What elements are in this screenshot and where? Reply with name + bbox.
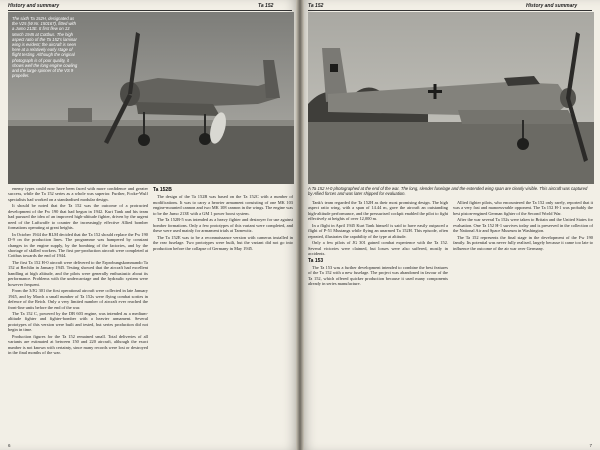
- body-paragraph: Only a few pilots of JG 301 gained combat experience with the Ta 152. Several victories were claimed, but losses were also suffered, mostly in accidents.: [308, 240, 448, 257]
- right-photo-caption: A Ta 152 H-0 photographed at the end of the war. The long, slender fuselage and the extended wing span are clearly visible. This aircraft was captured by Allied forces and was later shipped for evaluation.: [308, 186, 588, 197]
- page-number: 6: [8, 443, 11, 448]
- body-paragraph: The Ta 152 C, powered by the DB 603 engine, was intended as a medium-altitude fighter and fighter-bomber with a heavier armament. Several prototypes of this version were built and tested, but series production did not begin in time.: [8, 310, 148, 333]
- body-paragraph: Production figures for the Ta 152 remained small. Total deliveries of all variants are estimated at between 150 and 220 aircraft, although the exact number is not known with certainty, since many records were lost or destroyed in the final months of the war.: [8, 333, 148, 356]
- section-paragraph: The Ta 152B-5 was intended as a heavy fighter and destroyer for use against bomber formations. Only a few prototypes of this variant were completed, and these were used mainly for armament trials at Tarnewitz.: [153, 217, 293, 234]
- right-column-2: [453, 200, 593, 442]
- intro-paragraph: enemy types could now have been faced with more confidence and greater success, while the Ta 152 series as a whole was superior. Further, Focke-Wulf specialists had worked on a standardised modular design.: [8, 186, 148, 202]
- body-paragraph: From the 3/JG 301 the first operational aircraft were collected in late January 1945, and by March a small number of Ta 152s were flying combat sorties in defence of the Reich. Only a very limited number of aircraft ever reached the front-line units before the end of the war.: [8, 288, 148, 310]
- book-gutter: [296, 0, 304, 450]
- body-paragraph: The first Ta 152 H-0 aircraft were delivered to the Erprobungskommando Ta 152 at Rechlin in January 1945. Testing showed that the aircraft had excellent handling at high altitude, and the pilots were generally enthusiastic about its performance. Problems with the undercarriage and the hydraulic system were however frequent.: [8, 259, 148, 287]
- running-head-right: Ta 152: [258, 3, 274, 9]
- header-rule: [308, 10, 592, 11]
- body-paragraph: Allied fighter pilots, who encountered the Ta 152 only rarely, reported that it was a very fast and manoeuvrable opponent. The Ta 152 H-1 was probably the best piston-engined German fighter of the Second World War.: [453, 200, 593, 216]
- left-column-2: [153, 186, 293, 442]
- section-heading: Ta 153: [308, 257, 324, 264]
- section-paragraph: The Ta 152E was to be a reconnaissance version with cameras installed in the rear fuselage. Two prototypes were built, but the variant did not go into production before the collapse of Germany in May 1945.: [153, 234, 293, 251]
- left-column-1: [8, 186, 148, 442]
- running-head-left: History and summary: [8, 3, 60, 9]
- running-head-right: History and summary: [526, 3, 578, 9]
- page-number: 7: [589, 443, 592, 448]
- right-column-1: [308, 200, 448, 442]
- left-photo-caption: The sixth Ta 152H, designated as the V25 (W.Nr. 150167), fitted with a Jumo 213E. It first flew on 13 March 1945 at Cottbus. The high aspect ratio of the Ta 152's laminar wing is evident; the aircraft is seen here at a relatively early stage of flight testing. Although the original photograph is of poor quality, it shows well the long engine cowling and the large spinner of the VS 9 propeller.: [12, 16, 78, 79]
- right-photo: [308, 12, 594, 184]
- body-paragraph: Tank's team regarded the Ta 152H as their most promising design. The high aspect ratio wing, with a span of 14.44 m, gave the aircraft an outstanding high-altitude performance, and the pressurised cockpit enabled the pilot to fight effectively at heights of over 12,000 m.: [308, 200, 448, 222]
- body-paragraph: In a flight in April 1945 Kurt Tank himself is said to have easily outpaced a flight of P-51 Mustangs while flying an unarmed Ta 152H. This episode, often repeated, illustrates the capability of the type at altitude.: [308, 222, 448, 239]
- section-paragraph: The design of the Ta 152B was based on the Ta 152C with a number of modifications. It was to carry a heavier armament consisting of one MK 103 engine-mounted cannon and two MK 108 cannon in the wings. The engine was to be the Jumo 213E with a GM 1 power boost system.: [153, 194, 293, 216]
- body-paragraph: In October 1944 the RLM decided that the Ta 152 should replace the Fw 190 D-9 on the production lines. The programme was hampered by constant changes in the engine supply, by the bombing of the factories, and by the shortage of skilled workers. The first pre-production aircraft were completed at Cottbus towards the end of 1944.: [8, 231, 148, 259]
- running-head-left: Ta 152: [308, 3, 324, 9]
- right-page: [300, 0, 600, 450]
- section-heading: Ta 152B: [153, 187, 172, 193]
- header-rule: [8, 10, 292, 11]
- body-paragraph: The Ta 152 represents the final stage in the development of the Fw 190 family. Its potential was never fully realised, largely because it came too late to influence the outcome of the air war over Germany.: [453, 234, 593, 251]
- section-paragraph: The Ta 153 was a further development intended to combine the best features of the Ta 152 with a new fuselage. The project was abandoned in favour of the Ta 152, which offered quicker production because it used many components already in series manufacture.: [308, 264, 448, 287]
- body-paragraph: It should be noted that the Ta 152 was the outcome of a protracted development of the Fw 190 that had begun in 1942. Kurt Tank and his team had pursued the idea of an improved high-altitude fighter, driven by the urgent need of the Luftwaffe to counter the increasingly effective Allied bomber formations operating at great heights.: [8, 203, 148, 231]
- body-paragraph: After the war several Ta 152s were taken to Britain and the United States for evaluation. One Ta 152 H-1 survives today and is preserved in the collection of the National Air and Space Museum in Washington.: [453, 217, 593, 234]
